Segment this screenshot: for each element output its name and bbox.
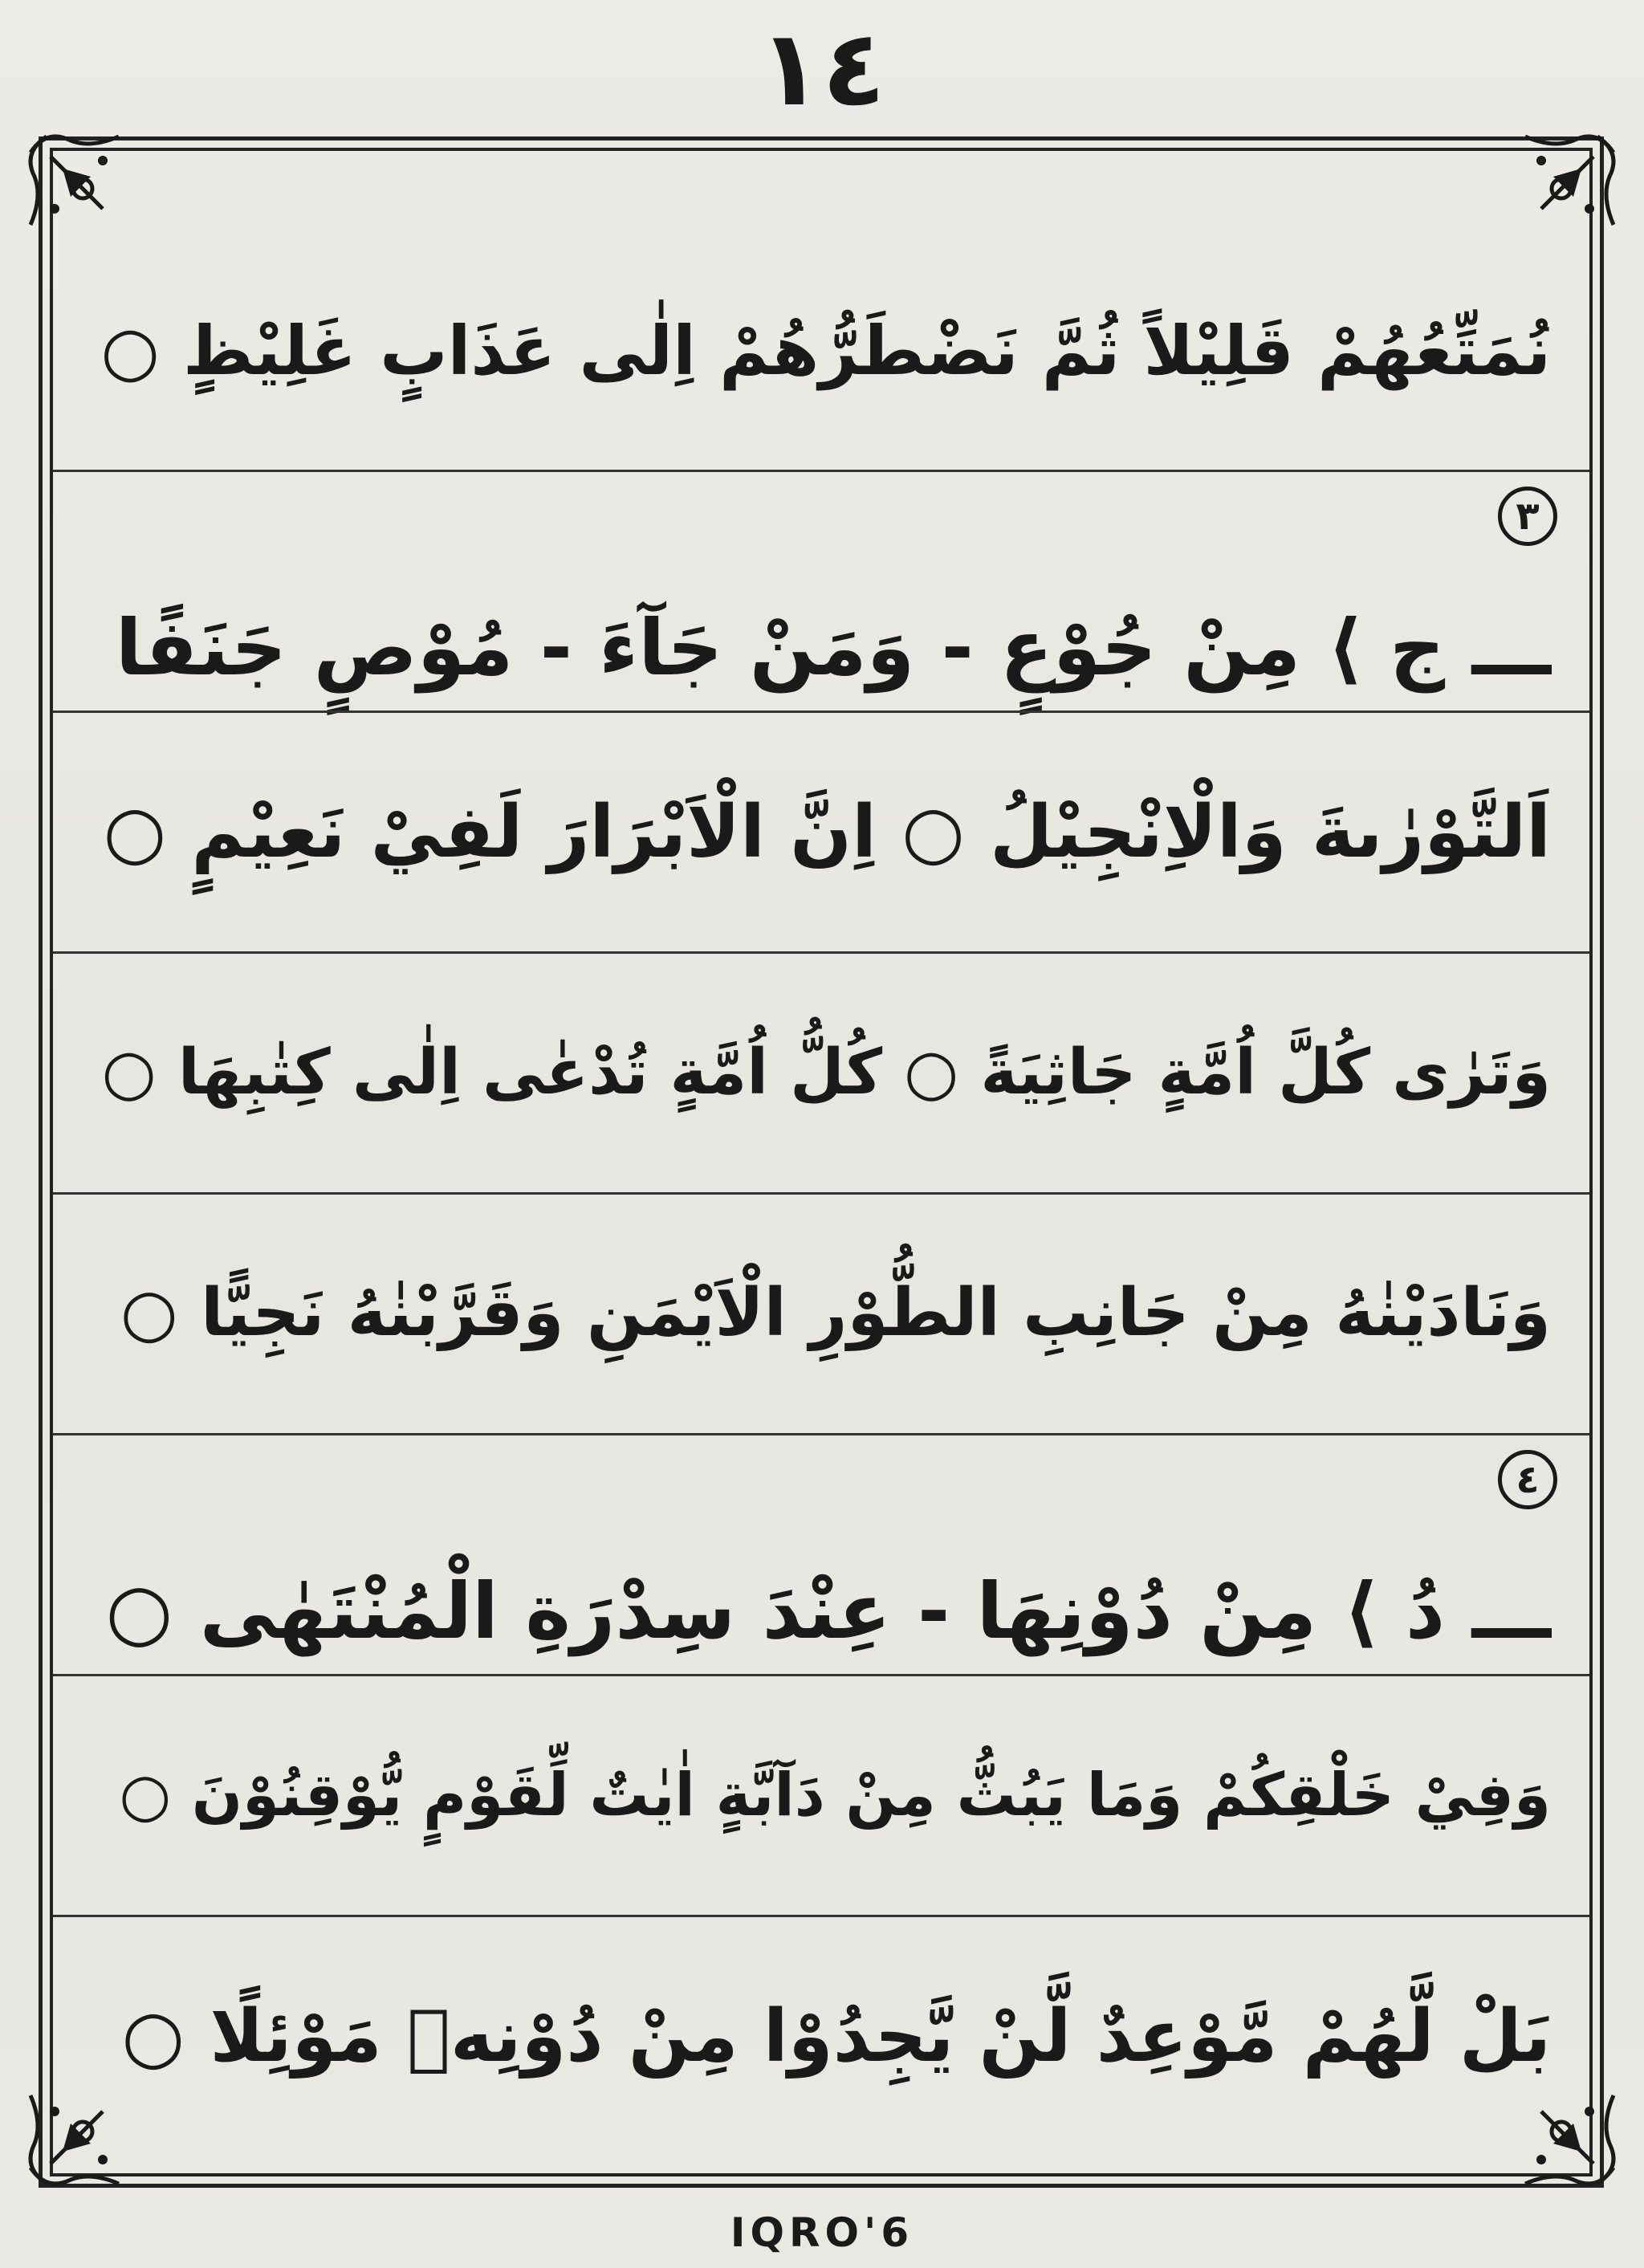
arabic-line: نُمَتِّعُهُمْ قَلِيْلاً ثُمَّ نَضْطَرُّهُمْ اِلٰى عَذَابٍ غَلِيْظٍ ○ [100,311,1551,391]
line-row [53,711,1589,951]
page-number: ١٤ [758,7,886,129]
book-footer-label: IQRO'6 [730,2209,914,2256]
line-row [53,1433,1589,1674]
arabic-line: وَفِيْ خَلْقِكُمْ وَمَا يَبُثُّ مِنْ دَآبَّةٍ اٰيٰتٌ لِّقَوْمٍ يُّوْقِنُوْنَ ○ [119,1761,1551,1830]
line-row [53,1674,1589,1915]
arabic-line: وَنَادَيْنٰهُ مِنْ جَانِبِ الطُّوْرِ الْاَيْمَنِ وَقَرَّبْنٰهُ نَجِيًّا ○ [120,1275,1551,1352]
lines-list [53,233,1589,2079]
arabic-line: وَتَرٰى كُلَّ اُمَّةٍ جَاثِيَةً ○ كُلُّ اُمَّةٍ تُدْعٰى اِلٰى كِتٰبِهَا ○ [101,1036,1551,1109]
line-row [53,233,1589,470]
line-row [53,1192,1589,1433]
arabic-line: ـــ دُ ⟩ مِنْ دُوْنِهَا - عِنْدَ سِدْرَةِ الْمُنْتَهٰى ○ [105,1566,1551,1656]
arabic-line: اَلتَّوْرٰىةَ وَالْاِنْجِيْلُ ○ اِنَّ الْاَبْرَارَ لَفِيْ نَعِيْمٍ ○ [103,789,1551,874]
line-row [53,470,1589,711]
arabic-line: بَلْ لَّهُمْ مَّوْعِدٌ لَّنْ يَّجِدُوْا مِنْ دُوْنِهٖ مَوْئِلًا ○ [121,1993,1551,2079]
line-row [53,1915,1589,2156]
section-marker: ٣ [1498,487,1557,546]
arabic-line: ـــ ج ⟩ مِنْ جُوْعٍ - وَمَنْ جَآءَ - مُوْصٍ جَنَفًا [115,602,1551,693]
section-marker: ٤ [1498,1450,1557,1509]
line-row [53,951,1589,1192]
